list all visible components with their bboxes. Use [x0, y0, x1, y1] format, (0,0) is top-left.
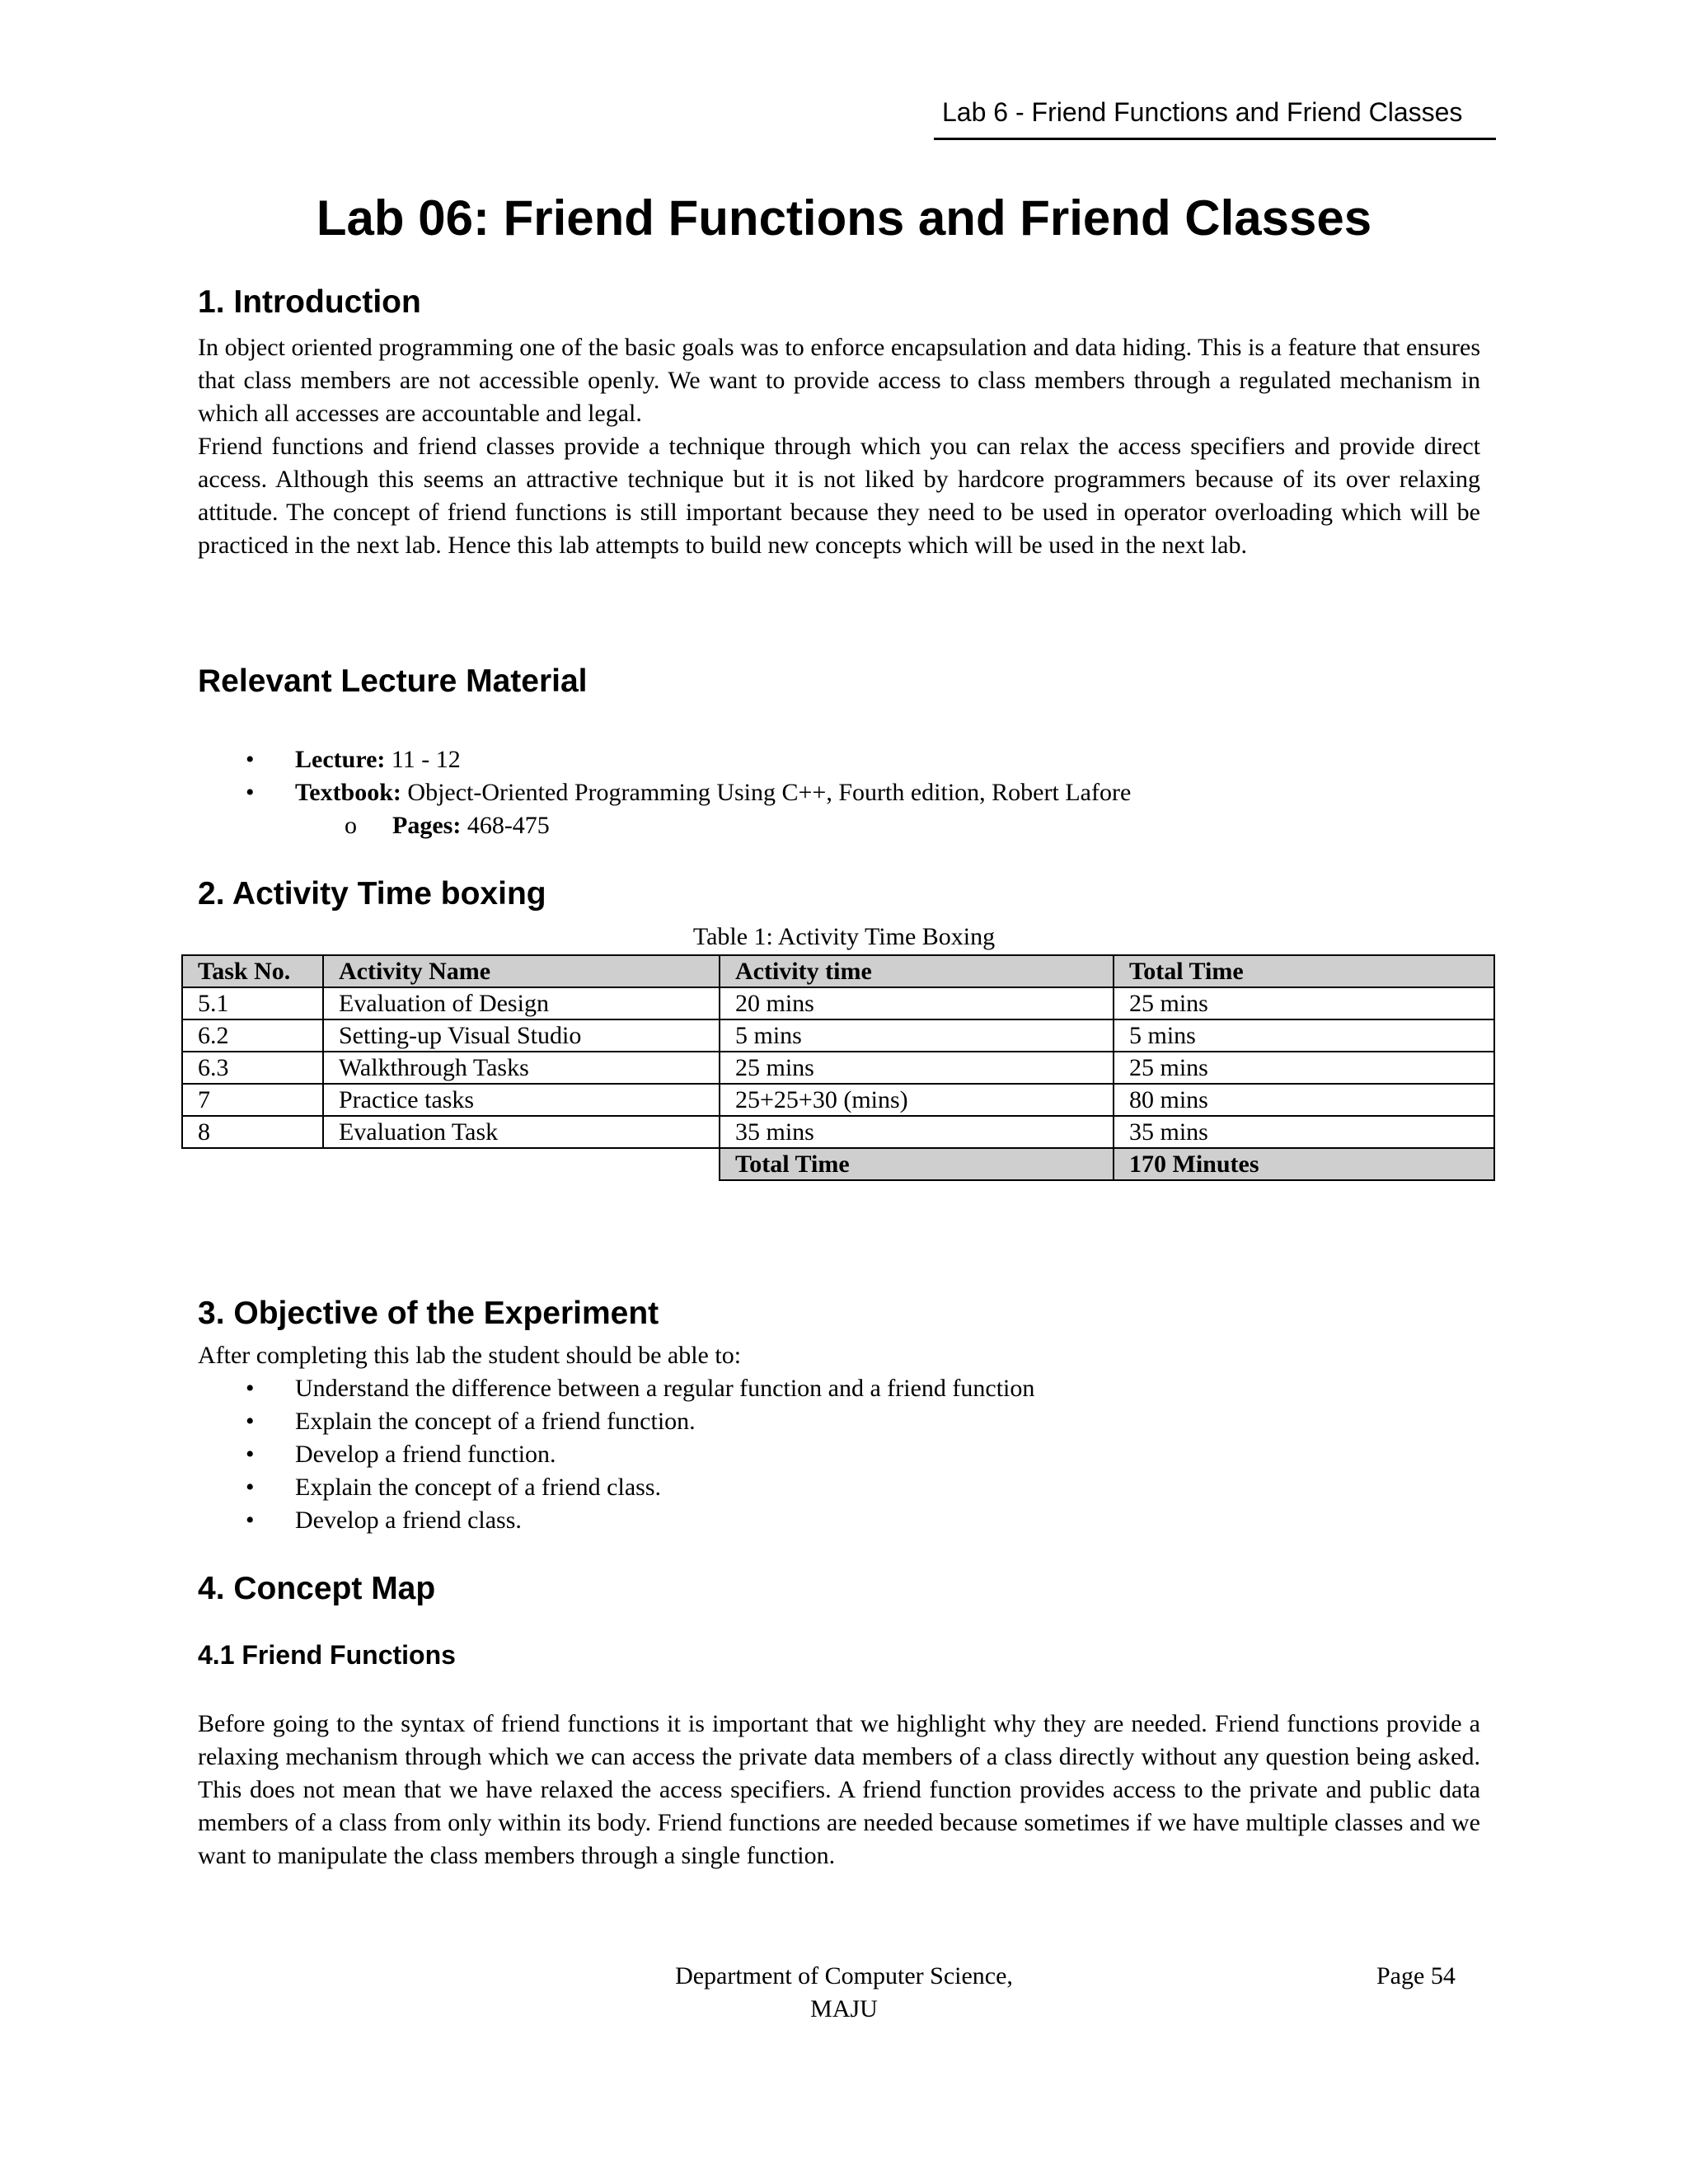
- list-item: [198, 776, 1131, 809]
- list-item: • Understand the difference between a regular function and a friend function: [198, 1372, 1034, 1405]
- column-header: Task No.: [182, 955, 323, 987]
- table-blank-cell: [182, 1148, 720, 1180]
- column-header: Activity Name: [323, 955, 720, 987]
- intro-paragraph-1: In object oriented programming one of the basic goals was to enforce encapsulation and data hiding. This is a feature that ensures that class members are not accessible openly. We want to provide access to class members through a regulated mechanism in which all accesses are accountable and legal.: [198, 334, 1480, 427]
- lecture-material-heading: Relevant Lecture Material: [198, 663, 588, 699]
- table-cell: Evaluation Task: [323, 1116, 720, 1148]
- table-header-row: [182, 955, 1494, 987]
- table-row: [182, 1084, 1494, 1116]
- page-title: Lab 06: Friend Functions and Friend Classes: [316, 190, 1372, 246]
- table-cell: 25 mins: [720, 1052, 1114, 1084]
- table-cell: 25+25+30 (mins): [720, 1084, 1114, 1116]
- pages-value: 468-475: [467, 812, 550, 839]
- table-cell: 35 mins: [720, 1116, 1114, 1148]
- table-total-row: [182, 1148, 1494, 1180]
- footer-dept-line-2: MAJU: [810, 1995, 878, 2022]
- textbook-value: Object-Oriented Programming Using C++, Fourth edition, Robert Lafore: [407, 779, 1132, 806]
- lecture-material-list: [198, 743, 1131, 809]
- table-row: [182, 1019, 1494, 1052]
- intro-heading: 1. Introduction: [198, 284, 421, 320]
- friend-functions-paragraph: Before going to the syntax of friend functions it is important that we highlight why they are needed. Friend functions provide a relaxing mechanism through which we can access the private data members of a class directly without any question being asked. This does not mean that we have relaxed the access specifiers. A friend function provides access to the private and public data members of a class from only within its body. Friend functions are needed because sometimes if we have multiple classes and we want to manipulate the class members through a single function.: [198, 1710, 1480, 1869]
- objective-intro: After completing this lab the student should be able to:: [198, 1342, 742, 1369]
- table-cell: 35 mins: [1114, 1116, 1494, 1148]
- table-cell: 5 mins: [1114, 1019, 1494, 1052]
- pages-item: [198, 809, 550, 842]
- table-cell: 5 mins: [720, 1019, 1114, 1052]
- table-cell: 5.1: [182, 987, 323, 1019]
- pages-label: Pages:: [392, 812, 462, 839]
- table-cell: 8: [182, 1116, 323, 1148]
- table-row: [182, 1052, 1494, 1084]
- table-cell: 80 mins: [1114, 1084, 1494, 1116]
- table-cell: Practice tasks: [323, 1084, 720, 1116]
- objective-list: [198, 1372, 1034, 1537]
- list-item: • Develop a friend function.: [198, 1438, 1034, 1471]
- timeboxing-heading: 2. Activity Time boxing: [198, 876, 546, 912]
- total-label: Total Time: [720, 1148, 1114, 1180]
- textbook-label: Textbook:: [295, 779, 401, 806]
- list-item: • Explain the concept of a friend class.: [198, 1471, 1034, 1504]
- table-cell: 6.2: [182, 1019, 323, 1052]
- activity-time-table: [181, 954, 1495, 1181]
- friend-functions-heading: 4.1 Friend Functions: [198, 1640, 456, 1670]
- table-cell: 20 mins: [720, 987, 1114, 1019]
- concept-map-heading: 4. Concept Map: [198, 1571, 436, 1606]
- table-row: [182, 1116, 1494, 1148]
- footer-dept-line-1: Department of Computer Science,: [675, 1962, 1013, 1990]
- table-cell: Walkthrough Tasks: [323, 1052, 720, 1084]
- table-caption: Table 1: Activity Time Boxing: [692, 923, 996, 950]
- table-cell: 6.3: [182, 1052, 323, 1084]
- running-header: Lab 6 - Friend Functions and Friend Classes: [934, 97, 1496, 140]
- column-header: Total Time: [1114, 955, 1494, 987]
- intro-paragraph-2: Friend functions and friend classes provide a technique through which you can relax the access specifiers and provide direct access. Although this seems an attractive technique but it is not liked by hardcore programmers because of its over relaxing attitude. The concept of friend functions is still important because they need to be used in operator overloading which will be practiced in the next lab. Hence this lab attempts to build new concepts which will be used in the next lab.: [198, 433, 1480, 559]
- sub-bullet-marker: o: [345, 812, 357, 839]
- list-item: • Develop a friend class.: [198, 1504, 1034, 1537]
- table-cell: Setting-up Visual Studio: [323, 1019, 720, 1052]
- lecture-label: Lecture:: [295, 746, 386, 773]
- page-number: Page 54: [1376, 1962, 1456, 1990]
- table-cell: 7: [182, 1084, 323, 1116]
- table-cell: 25 mins: [1114, 987, 1494, 1019]
- table-cell: Evaluation of Design: [323, 987, 720, 1019]
- list-item: • Explain the concept of a friend function.: [198, 1405, 1034, 1438]
- column-header: Activity time: [720, 955, 1114, 987]
- total-value: 170 Minutes: [1114, 1148, 1494, 1180]
- table-cell: 25 mins: [1114, 1052, 1494, 1084]
- table-row: [182, 987, 1494, 1019]
- objective-heading: 3. Objective of the Experiment: [198, 1296, 659, 1331]
- list-item: [198, 743, 1131, 776]
- lecture-value: 11 - 12: [391, 746, 461, 773]
